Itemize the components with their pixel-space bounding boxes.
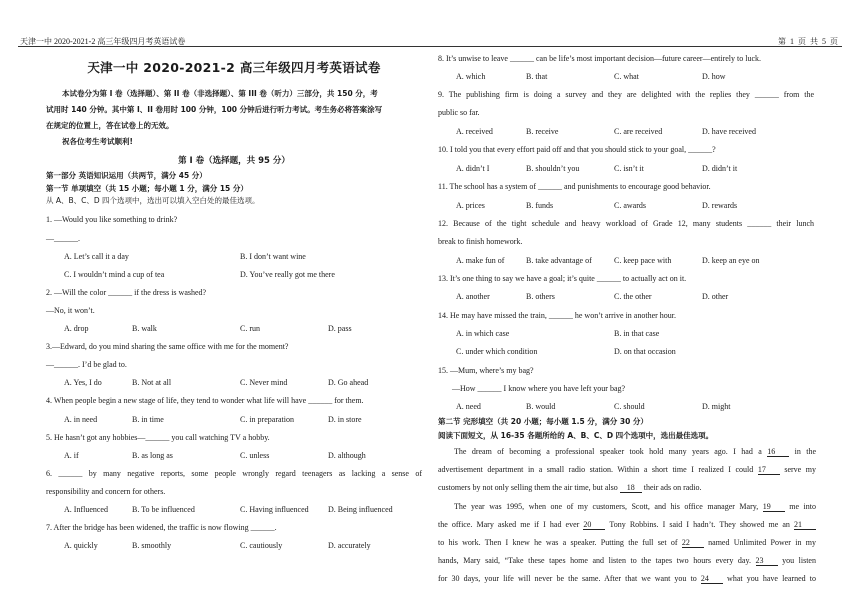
option-c[interactable]: C. isn’t it — [614, 164, 644, 173]
question-stem: 3.—Edward, do you mind sharing the same office with me for the moment? — [46, 342, 289, 351]
question-stem: 4. When people begin a new stage of life, they tend to wonder what life will have ______ for them. — [46, 396, 364, 405]
passage-line: hands, Mary said, “Take these tapes home and listen to the tapes two hours every day. 23 you listen — [438, 556, 816, 565]
question-stem: —______. I’d be glad to. — [46, 360, 127, 369]
passage-line: advertisement department in a small radio station. Within a short time I realized I could 17 serve my — [438, 465, 816, 474]
option-a[interactable]: A. Yes, I do — [64, 378, 102, 387]
question-stem: 11. The school has a system of ______ and punishments to encourage good behavior. — [438, 182, 711, 191]
option-b[interactable]: B. funds — [526, 201, 554, 210]
option-d[interactable]: D. keep an eye on — [702, 256, 760, 265]
option-d[interactable]: D. in store — [328, 415, 362, 424]
option-c[interactable]: C. under which condition — [456, 347, 538, 356]
option-a[interactable]: A. make fun of — [456, 256, 505, 265]
option-d[interactable]: D. You’ve really got me there — [240, 270, 335, 279]
option-c[interactable]: C. what — [614, 72, 639, 81]
passage-line: to his work. Then I knew he was a speaker. Putting the full set of 22 named Unlimited Power in my — [438, 538, 816, 547]
question-stem: 14. He may have missed the train, ______ he won’t arrive in another hour. — [438, 311, 677, 320]
option-b[interactable]: B. in that case — [614, 329, 660, 338]
question-stem: responsibility and concern for others. — [46, 487, 166, 496]
option-c[interactable]: C. Never mind — [240, 378, 288, 387]
instruction-text: 阅读下面短文，从 16-35 各题所给的 A、B、C、D 四个选项中，选出最佳选项。 — [438, 431, 714, 440]
option-a[interactable]: A. Let’s call it a day — [64, 252, 129, 261]
option-a[interactable]: A. received — [456, 127, 493, 136]
option-a[interactable]: A. need — [456, 402, 481, 411]
question-stem: 10. I told you that every effort paid off and that you should stick to your goal, ______? — [438, 145, 716, 154]
question-stem: 13. It’s one thing to say we have a goal; it’s quite ______ to actually act on it. — [438, 274, 687, 283]
option-b[interactable]: B. take advantage of — [526, 256, 592, 265]
option-a[interactable]: A. which — [456, 72, 486, 81]
option-d[interactable]: D. Being influenced — [328, 505, 393, 514]
question-stem: 9. The publishing firm is doing a survey and they are delighted with the replies they ______ from the — [438, 90, 814, 99]
option-b[interactable]: B. walk — [132, 324, 157, 333]
intro-line-4: 祝各位考生考试顺利! — [62, 137, 133, 146]
option-a[interactable]: A. in need — [64, 415, 98, 424]
option-d[interactable]: D. accurately — [328, 541, 371, 550]
passage-line: for 30 days, your life will never be the same. After that we want you to 24 what you have learned to — [438, 574, 816, 583]
option-b[interactable]: B. would — [526, 402, 556, 411]
page-number: 第 1 页 共 5 页 — [778, 37, 838, 46]
cloze-blank[interactable]: 18 — [620, 484, 642, 493]
subsection-heading: 第二节 完形填空（共 20 小题；每小题 1.5 分，满分 30 分） — [438, 417, 648, 426]
option-d[interactable]: D. didn’t it — [702, 164, 738, 173]
question-stem: 2. —Will the color ______ if the dress is washed? — [46, 288, 207, 297]
cloze-blank[interactable]: 21 — [794, 521, 816, 530]
option-c[interactable]: C. Having influenced — [240, 505, 309, 514]
question-stem: —No, it won’t. — [46, 306, 95, 315]
option-a[interactable]: A. Influenced — [64, 505, 108, 514]
option-a[interactable]: A. if — [64, 451, 79, 460]
option-b[interactable]: B. shouldn’t you — [526, 164, 580, 173]
exam-title: 天津一中 2020-2021-2 高三年级四月考英语试卷 — [87, 60, 381, 75]
part-heading: 第一部分 英语知识运用（共两节，满分 45 分） — [46, 171, 207, 180]
instruction-text: 从 A、B、C、D 四个选项中，选出可以填入空白处的最佳选项。 — [46, 196, 260, 205]
passage-line: the office. Mary asked me if I had ever 20 Tony Robbins. I said I hadn’t. They showed me an 21 — [438, 521, 816, 530]
option-b[interactable]: B. receive — [526, 127, 559, 136]
question-stem: 5. He hasn’t got any hobbies—______ you call watching TV a hobby. — [46, 433, 270, 442]
option-d[interactable]: D. Go ahead — [328, 378, 369, 387]
cloze-blank[interactable]: 24 — [701, 575, 723, 584]
option-a[interactable]: A. didn’t I — [456, 164, 490, 173]
option-b[interactable]: B. as long as — [132, 451, 173, 460]
option-b[interactable]: B. smoothly — [132, 541, 172, 550]
option-d[interactable]: D. might — [702, 402, 731, 411]
question-stem: —______. — [46, 234, 80, 243]
option-a[interactable]: A. in which case — [456, 329, 510, 338]
option-d[interactable]: D. rewards — [702, 201, 738, 210]
cloze-blank[interactable]: 16 — [767, 448, 789, 457]
option-c[interactable]: C. run — [240, 324, 260, 333]
cloze-blank[interactable]: 19 — [763, 503, 785, 512]
option-b[interactable]: B. I don’t want wine — [240, 252, 306, 261]
header-title: 天津一中 2020-2021-2 高三年级四月考英语试卷 — [20, 37, 186, 46]
cloze-blank[interactable]: 20 — [583, 521, 605, 530]
option-c[interactable]: C. I wouldn’t mind a cup of tea — [64, 270, 165, 279]
subsection-heading: 第一节 单项填空（共 15 小题；每小题 1 分，满分 15 分） — [46, 184, 248, 193]
question-stem: 6. ______ by many negative reports, some people wrongly regard teenagers as lacking a sense of — [46, 469, 422, 478]
intro-line-2: 试用时 140 分钟。其中第 I、II 卷用时 100 分钟，100 分钟后进行听力考试。考生务必将答案涂写 — [46, 105, 383, 114]
option-b[interactable]: B. To be influenced — [132, 505, 195, 514]
option-c[interactable]: C. keep pace with — [614, 256, 672, 265]
intro-line-1: 本试卷分为第 I 卷（选择题）、第 II 卷（非选择题）、第 III 卷（听力）三部分，共 150 分，考 — [62, 89, 378, 98]
question-stem: break to finish homework. — [438, 237, 523, 246]
page-header — [0, 0, 860, 44]
option-c[interactable]: C. awards — [614, 201, 646, 210]
question-stem: 8. It’s unwise to leave ______ can be life’s most important decision—future career—entirely to luck. — [438, 54, 762, 63]
option-d[interactable]: D. other — [702, 292, 729, 301]
option-a[interactable]: A. prices — [456, 201, 485, 210]
option-c[interactable]: C. cautiously — [240, 541, 283, 550]
cloze-blank[interactable]: 23 — [756, 557, 778, 566]
option-a[interactable]: A. another — [456, 292, 490, 301]
option-c[interactable]: C. are received — [614, 127, 663, 136]
question-stem: 7. After the bridge has been widened, the traffic is now flowing ______. — [46, 523, 277, 532]
question-stem: 1. —Would you like something to drink? — [46, 215, 178, 224]
passage-line: The year was 1995, when one of my customers, Scott, and his office manager Mary, 19 me into — [454, 502, 816, 511]
option-d[interactable]: D. have received — [702, 127, 756, 136]
question-stem: 12. Because of the tight schedule and heavy workload of Grade 12, many students ______ their lunch — [438, 219, 814, 228]
option-c[interactable]: C. in preparation — [240, 415, 294, 424]
option-c[interactable]: C. unless — [240, 451, 270, 460]
cloze-blank[interactable]: 22 — [682, 539, 704, 548]
question-stem: public so far. — [438, 108, 480, 117]
section-title: 第 I 卷（选择题，共 95 分） — [178, 156, 290, 166]
intro-line-3: 在规定的位置上，答在试卷上的无效。 — [46, 121, 174, 130]
option-a[interactable]: A. quickly — [64, 541, 98, 550]
option-c[interactable]: C. should — [614, 402, 645, 411]
option-b[interactable]: B. in time — [132, 415, 164, 424]
question-stem: —How ______ I know where you have left your bag? — [452, 384, 626, 393]
option-b[interactable]: B. Not at all — [132, 378, 172, 387]
option-c[interactable]: C. the other — [614, 292, 652, 301]
option-d[interactable]: D. on that occasion — [614, 347, 676, 356]
option-d[interactable]: D. how — [702, 72, 726, 81]
option-a[interactable]: A. drop — [64, 324, 89, 333]
option-d[interactable]: D. pass — [328, 324, 352, 333]
header-divider — [18, 46, 842, 47]
question-stem: 15. —Mum, where’s my bag? — [438, 366, 534, 375]
option-b[interactable]: B. others — [526, 292, 555, 301]
cloze-blank[interactable]: 17 — [758, 466, 780, 475]
passage-line: The dream of becoming a professional speaker took hold many years ago. I had a 16 in the — [454, 447, 816, 456]
option-b[interactable]: B. that — [526, 72, 548, 81]
passage-line: customers by not only selling them the air time, but also 18 their ads on radio. — [438, 483, 702, 492]
option-d[interactable]: D. although — [328, 451, 366, 460]
